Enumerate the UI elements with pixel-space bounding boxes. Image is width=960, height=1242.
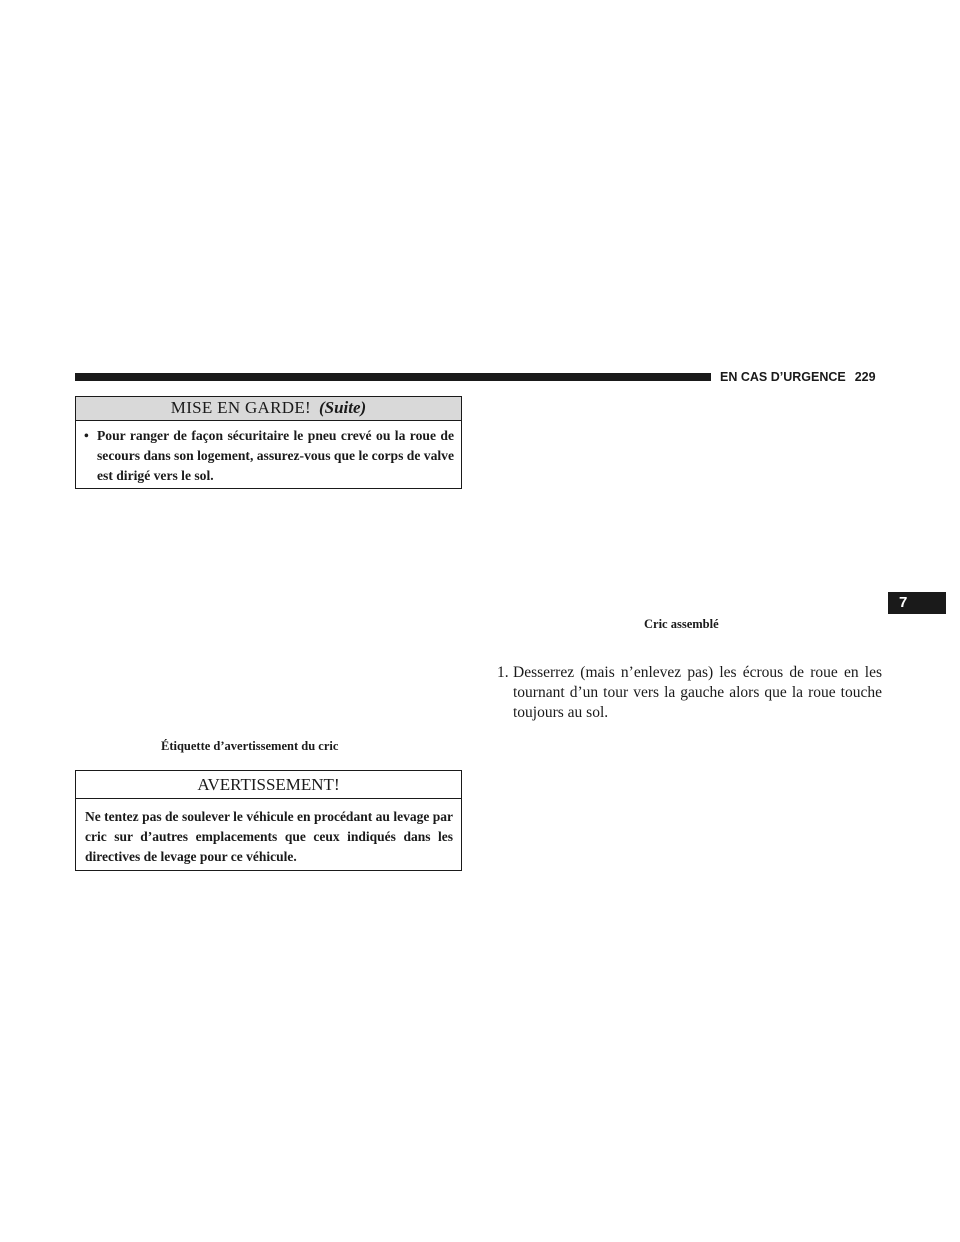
step-item <box>497 663 882 723</box>
section-title: EN CAS D’URGENCE <box>720 370 846 384</box>
chapter-tab: 7 <box>888 592 946 614</box>
caution-bullet-item <box>76 421 461 486</box>
caution-title: MISE EN GARDE! <box>170 398 311 417</box>
warning-header: AVERTISSEMENT! <box>76 771 461 799</box>
caution-header <box>76 397 461 421</box>
figure-caption-assembled-jack: Cric assemblé <box>644 617 719 631</box>
caution-continued-label: (Suite) <box>318 398 367 417</box>
step-text: Desserrez (mais n’enlevez pas) les écrous de roue en les tournant d’un tour vers la gauche alors que la roue touche toujours au sol. <box>513 664 882 721</box>
step-number: 1. <box>497 664 509 681</box>
caution-bullet-text: Pour ranger de façon sécuritaire le pneu crevé ou la roue de secours dans son logement, assurez-vous que le corps de valve est dirigé vers le sol. <box>97 428 454 483</box>
warning-box <box>75 770 462 871</box>
figure-caption-jack-label: Étiquette d’avertissement du cric <box>161 739 339 753</box>
caution-box <box>75 396 462 489</box>
running-header <box>720 367 890 387</box>
warning-text: Ne tentez pas de soulever le véhicule en procédant au levage par cric sur d’autres emplacements que ceux indiqués dans les directives de levage pour ce véhicule. <box>85 809 453 864</box>
header-rule <box>75 373 711 381</box>
page-number: 229 <box>854 370 876 384</box>
bullet-icon: • <box>84 428 89 443</box>
